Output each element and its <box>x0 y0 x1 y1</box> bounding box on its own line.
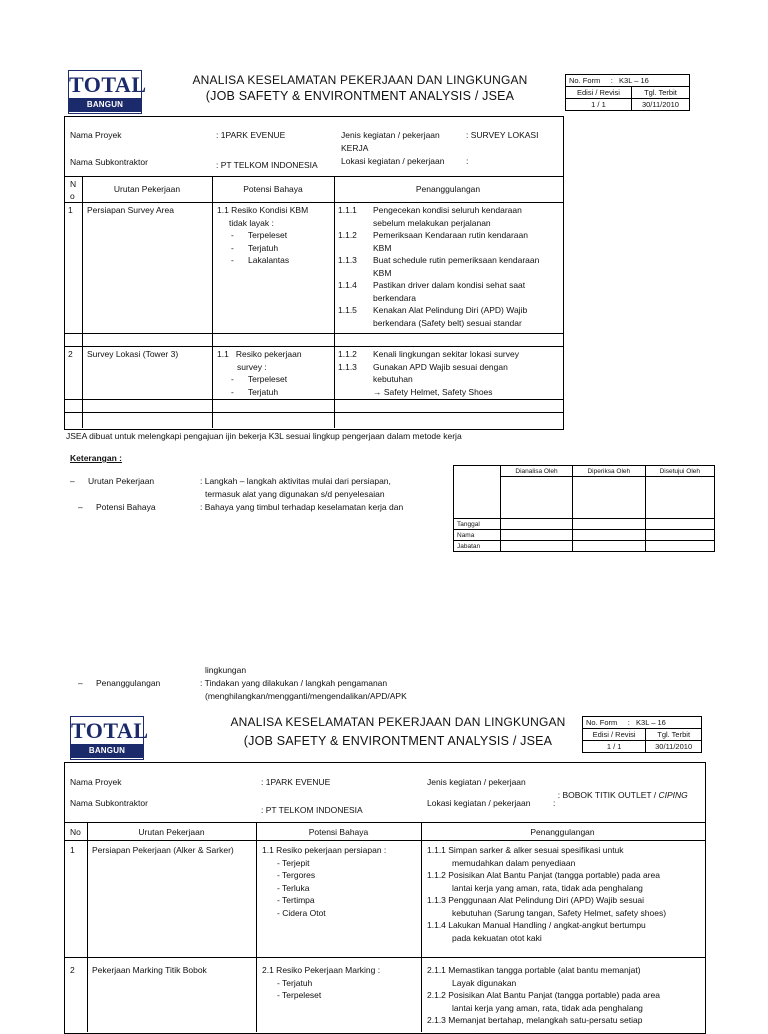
pen-code: 1.1.4 <box>338 280 357 290</box>
row-1-potensi-item: - Cidera Otot <box>277 907 326 918</box>
pen-code: 1.1.3 <box>338 361 357 372</box>
col-potensi: Potensi Bahaya <box>243 184 303 194</box>
logo-sub-text: BANGUN PERSADA <box>71 744 143 758</box>
pen-code: 1.1.2 <box>338 230 357 240</box>
row-2-penanggulangan <box>338 348 562 398</box>
row-1-no: 1 <box>70 845 75 855</box>
col-urutan: Urutan Pekerjaan <box>138 827 205 837</box>
col-penanggulangan: Penanggulangan <box>415 184 481 194</box>
jenis-label: Jenis kegiatan / pekerjaan <box>341 130 440 140</box>
no-form-cell <box>583 717 702 729</box>
tgl-value: 30/11/2010 <box>631 99 689 111</box>
grid-line <box>64 399 563 400</box>
sign-col-periksa: Diperiksa Oleh <box>573 466 646 477</box>
row-1-potensi-head: 1.1 Resiko Kondisi KBM <box>217 205 309 215</box>
row-1-potensi <box>262 844 386 919</box>
ket-dash: – <box>78 502 83 512</box>
pen-line1: 1.1.4 Lakukan Manual Handling / angkat-angkut bertumpu <box>427 920 646 930</box>
tgl-label: Tgl. Terbit <box>646 729 702 741</box>
jenis-value-wrap <box>553 776 688 801</box>
nama-proyek-label: Nama Proyek <box>70 777 122 787</box>
sign-row-jabatan: Jabatan <box>454 541 501 552</box>
grid-line <box>334 176 335 428</box>
sign-field[interactable] <box>573 530 646 541</box>
grid-line <box>421 822 422 1032</box>
nama-sub-value: : PT TELKOM INDONESIA <box>216 160 318 170</box>
row-1-potensi-item: - Lakalantas <box>231 255 290 265</box>
pen-text: Gunakan APD Wajib sesuai dengan <box>373 361 508 372</box>
ket-pen-text1: : Tindakan yang dilakukan / langkah pengamanan <box>200 678 388 688</box>
row-1-potensi <box>217 204 308 267</box>
row-2-no: 2 <box>68 349 73 359</box>
signature-table <box>453 465 715 552</box>
jenis-value-cont: KERJA <box>341 143 369 153</box>
pen-text: Pengecekan kondisi seluruh kendaraan <box>373 205 522 215</box>
pen-line1: 1.1.2 Posisikan Alat Bantu Panjat (tangga portable) pada area <box>427 870 660 880</box>
pen-code: 1.1.2 <box>338 349 357 359</box>
grid-line <box>64 957 705 958</box>
logo-main-text: TOTAL <box>69 72 147 97</box>
pen-line2: Layak digunakan <box>452 977 517 988</box>
pen-text: Buat schedule rutin pemeriksaan kendaraan <box>373 255 540 265</box>
row-1-potensi-item: - Tertimpa <box>277 895 315 905</box>
ket-urutan-text1: : Langkah – langkah aktivitas mulai dari persiapan, <box>200 476 391 486</box>
pen-text: Pastikan driver dalam kondisi sehat saat <box>373 280 526 290</box>
sign-field[interactable] <box>501 530 573 541</box>
edisi-value: 1 / 1 <box>566 99 632 111</box>
col-penanggulangan: Penanggulangan <box>530 827 595 837</box>
row-2-urutan: Pekerjaan Marking Titik Bobok <box>92 965 207 975</box>
tgl-label: Tgl. Terbit <box>631 87 689 99</box>
pen-text2: KBM <box>373 267 392 278</box>
pen-text: Kenakan Alat Pelindung Diri (APD) Wajib <box>373 305 528 315</box>
no-form-label: No. Form <box>586 718 618 727</box>
nama-sub-value: : PT TELKOM INDONESIA <box>261 805 363 815</box>
keterangan-title: Keterangan : <box>70 453 122 463</box>
col-no-line2: o <box>70 191 75 201</box>
title-line-1: ANALISA KESELAMATAN PEKERJAAN DAN LINGKUNGAN <box>192 73 528 87</box>
grid-line <box>64 412 563 413</box>
sign-box[interactable] <box>645 477 714 519</box>
sign-col-analisa: Dianalisa Oleh <box>501 466 573 477</box>
grid-line <box>64 333 563 334</box>
col-no-line1: N <box>70 179 77 189</box>
grid-line <box>82 176 83 428</box>
tgl-value: 30/11/2010 <box>646 741 702 753</box>
pen-line1: 2.1.2 Posisikan Alat Bantu Panjat (tangga portable) pada area <box>427 990 660 1000</box>
grid-line <box>64 176 563 177</box>
ket-potensi-label: Potensi Bahaya <box>96 502 156 512</box>
pen-line1: 2.1.3 Memanjat bertahap, melangkah satu-persatu setiap <box>427 1015 643 1025</box>
row-1-penanggulangan <box>338 204 564 329</box>
pen-code: 1.1.3 <box>338 255 357 265</box>
ket-urutan-label: Urutan Pekerjaan <box>88 476 155 486</box>
sign-field[interactable] <box>501 541 573 552</box>
logo-main-text: TOTAL <box>71 718 149 743</box>
sign-col-setuju: Disetujui Oleh <box>645 466 714 477</box>
edisi-label: Edisi / Revisi <box>583 729 646 741</box>
pen-text: Pemeriksaan Kendaraan rutin kendaraan <box>373 230 528 240</box>
ket-dash: – <box>78 678 83 688</box>
row-1-potensi-item: - Terjepit <box>277 857 310 868</box>
sign-field[interactable] <box>645 530 714 541</box>
ket-pen-text2: (menghilangkan/mengganti/mengendalikan/APD/APK <box>205 691 407 701</box>
row-1-potensi-item: - Terpeleset <box>231 230 288 240</box>
row-2-potensi <box>262 964 380 1002</box>
row-2-potensi-head: 1.1 Resiko pekerjaan <box>217 349 302 359</box>
jenis-value: : SURVEY LOKASI <box>466 130 539 140</box>
ket-urutan-text2: termasuk alat yang digunakan s/d penyelesaian <box>205 489 385 499</box>
pen-line1: 2.1.1 Memastikan tangga portable (alat bantu memanjat) <box>427 965 641 975</box>
title-line-2: (JOB SAFETY & ENVIRONTMENT ANALYSIS / JSEA <box>243 734 553 748</box>
grid-line <box>64 840 705 841</box>
row-2-potensi-head2: survey : <box>237 361 267 372</box>
col-potensi: Potensi Bahaya <box>308 827 369 837</box>
pen-code: 1.1.5 <box>338 305 357 315</box>
no-form-sep: : <box>627 718 630 727</box>
sign-field[interactable] <box>573 519 646 530</box>
nama-proyek-value: : 1PARK EVENUE <box>216 130 286 140</box>
row-1-potensi-item: - Tergores <box>277 870 316 880</box>
grid-line <box>64 346 563 347</box>
edisi-label: Edisi / Revisi <box>566 87 632 99</box>
row-2-potensi-item: - Terpeleset <box>277 990 322 1000</box>
title-line-2: (JOB SAFETY & ENVIRONTMENT ANALYSIS / JSEA <box>205 89 515 103</box>
page-title <box>203 714 593 749</box>
no-form-value: K3L – 16 <box>636 718 666 727</box>
pen-text2: KBM <box>373 242 392 253</box>
nama-sub-label: Nama Subkontraktor <box>70 798 148 808</box>
row-1-no: 1 <box>68 205 73 215</box>
company-logo <box>68 70 147 123</box>
jsea-note: JSEA dibuat untuk melengkapi pengajuan ijin bekerja K3L sesuai lingkup pengerjaan dalam metode kerja <box>66 431 462 441</box>
ket-pen-label: Penanggulangan <box>96 678 161 688</box>
lokasi-label: Lokasi kegiatan / pekerjaan <box>341 156 445 166</box>
title-line-1: ANALISA KESELAMATAN PEKERJAAN DAN LINGKUNGAN <box>230 715 566 729</box>
row-2-potensi <box>217 348 302 398</box>
sign-row-nama: Nama <box>454 530 501 541</box>
no-form-value: K3L – 16 <box>619 76 649 85</box>
lokasi-value: : <box>466 156 469 166</box>
pen-line2: lantai kerja yang aman, rata, tidak ada penghalang <box>452 882 643 893</box>
form-info-table <box>582 716 702 753</box>
no-form-label: No. Form <box>569 76 601 85</box>
row-2-potensi-item: - Terpeleset <box>231 374 288 384</box>
grid-line <box>87 822 88 1032</box>
grid-line <box>256 822 257 1032</box>
pen-text2: kebutuhan <box>373 374 413 384</box>
pen-text2: sebelum melakukan perjalanan <box>373 217 491 228</box>
nama-sub-label: Nama Subkontraktor <box>70 157 148 167</box>
row-2-no: 2 <box>70 965 75 975</box>
row-2-potensi-head: 2.1 Resiko Pekerjaan Marking : <box>262 965 381 975</box>
lokasi-value: : <box>553 798 556 808</box>
sign-field[interactable] <box>645 519 714 530</box>
company-logo <box>70 716 149 769</box>
form-info-table <box>565 74 690 111</box>
page-title <box>165 72 555 104</box>
nama-proyek-value: : 1PARK EVENUE <box>261 777 331 787</box>
edisi-value: 1 / 1 <box>583 741 646 753</box>
nama-proyek-label: Nama Proyek <box>70 130 122 140</box>
logo-sub-text: BANGUN PERSADA <box>69 98 141 112</box>
pen-line2: pada kekuatan otot kaki <box>452 932 542 943</box>
row-2-potensi-item: - Terjatuh <box>277 977 313 988</box>
row-1-potensi-item: - Terluka <box>277 882 310 893</box>
col-no: No <box>70 827 81 837</box>
row-1-potensi-head: 1.1 Resiko pekerjaan persiapan : <box>262 845 387 855</box>
sign-box[interactable] <box>573 477 646 519</box>
sign-field[interactable] <box>573 541 646 552</box>
row-2-urutan: Survey Lokasi (Tower 3) <box>87 349 179 359</box>
pen-line2: lantai kerja yang aman, rata, tidak ada penghalang <box>452 1002 643 1013</box>
pen-line1: 1.1.1 Simpan sarker & alker sesuai spesifikasi untuk <box>427 845 624 855</box>
row-1-potensi-item: - Terjatuh <box>231 242 279 253</box>
row-2-penanggulangan <box>427 964 707 1027</box>
jenis-label: Jenis kegiatan / pekerjaan <box>427 777 526 787</box>
grid-line <box>64 202 563 203</box>
sign-field[interactable] <box>501 519 573 530</box>
grid-line <box>64 822 705 823</box>
row-1-penanggulangan <box>427 844 707 944</box>
sign-box[interactable] <box>501 477 573 519</box>
col-urutan: Urutan Pekerjaan <box>113 184 181 194</box>
jenis-value: : BOBOK TITIK OUTLET / <box>557 789 659 800</box>
sign-row-tanggal: Tanggal <box>454 519 501 530</box>
sign-field[interactable] <box>645 541 714 552</box>
pen-code: 1.1.1 <box>338 205 357 215</box>
ket-dash: – <box>70 476 75 486</box>
pen-line1: 1.1.3 Penggunaan Alat Pelindung Diri (APD) Wajib sesuai <box>427 895 645 905</box>
row-2-potensi-item: - Terjatuh <box>231 386 279 397</box>
ket-potensi-text2: lingkungan <box>205 665 247 675</box>
grid-line <box>212 176 213 428</box>
row-1-urutan: Persiapan Pekerjaan (Alker & Sarker) <box>92 845 234 855</box>
pen-text2: berkendara (Safety belt) sesuai standar <box>373 317 522 328</box>
row-1-potensi-head2: tidak layak : <box>229 217 274 228</box>
lokasi-label: Lokasi kegiatan / pekerjaan <box>427 798 531 808</box>
no-form-sep: : <box>610 76 613 85</box>
jenis-value-italic: CIPING <box>658 789 688 800</box>
pen-extra: → Safety Helmet, Safety Shoes <box>373 386 493 397</box>
pen-line2: memudahkan dalam penyediaan <box>452 857 576 868</box>
pen-line2: kebutuhan (Sarung tangan, Safety Helmet, safety shoes) <box>452 907 667 918</box>
no-form-cell <box>566 75 690 87</box>
ket-potensi-text1: : Bahaya yang timbul terhadap keselamatan kerja dan <box>200 502 404 512</box>
row-1-urutan: Persiapan Survey Area <box>87 205 174 215</box>
pen-text2: berkendara <box>373 292 417 303</box>
pen-text: Kenali lingkungan sekitar lokasi survey <box>373 349 519 359</box>
